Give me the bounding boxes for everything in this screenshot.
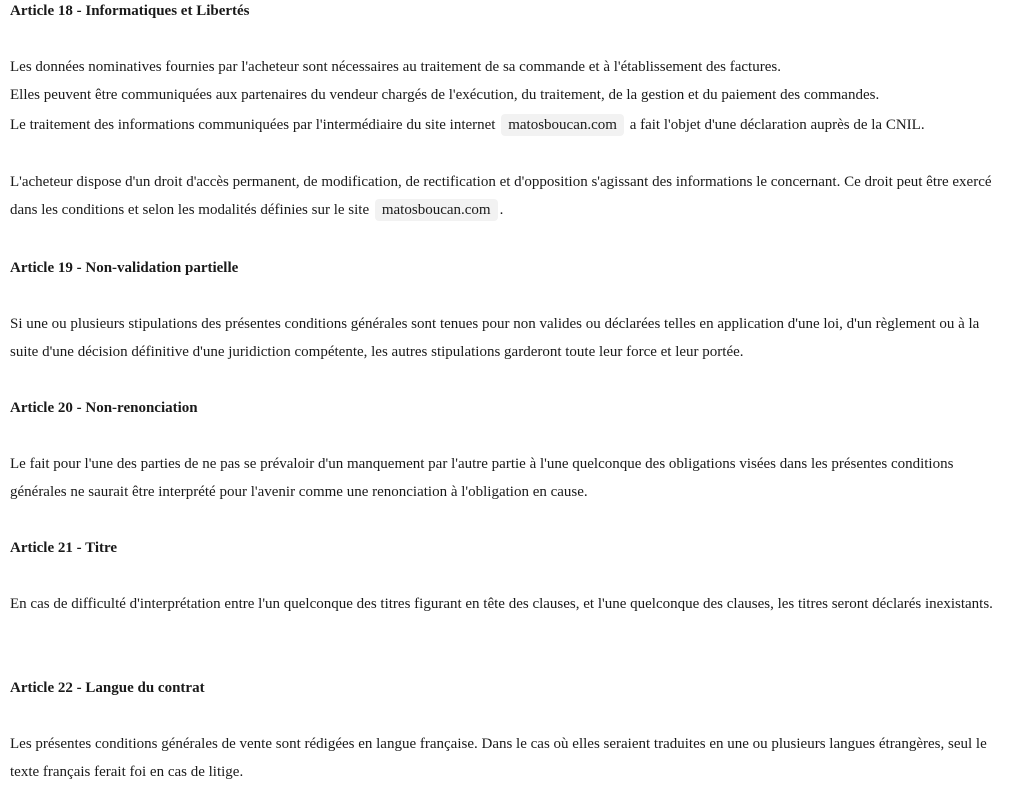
article-18-para-4-text-after: . [499,202,504,218]
article-18-title: Article 18 - Informatiques et Libertés [10,3,250,19]
article-18-para-2: Elles peuvent être communiquées aux partenaires du vendeur chargés de l'exécution, du traitement, de la gestion et du paiement des commandes. [10,87,880,103]
article-18-para-3-text-before: Le traitement des informations communiquées par l'intermédiaire du site internet [10,117,496,133]
article-18-para-4 [10,168,1000,224]
article-21-title: Article 21 - Titre [10,540,118,556]
site-link-matosboucan[interactable]: matosboucan.com [501,114,624,136]
article-19-body: Si une ou plusieurs stipulations des présentes conditions générales sont tenues pour non valides ou déclarées telles en application d'une loi, d'un règlement ou à la suite d'une décision définitive d'une juridiction compétente, les autres stipulations garderont toute leur force et leur portée. [10,316,980,360]
article-18-para-4-text-before: L'acheteur dispose d'un droit d'accès permanent, de modification, de rectification et d'opposition s'agissant des informations le concernant. Ce droit peut être exercé dans les conditions et selon les modalités définies sur le site [10,174,992,218]
article-22-title: Article 22 - Langue du contrat [10,680,205,696]
article-22-body: Les présentes conditions générales de vente sont rédigées en langue française. Dans le cas où elles seraient traduites en une ou plusieurs langues étrangères, seul le texte français ferait foi en cas de litige. [10,736,987,780]
article-21-body: En cas de difficulté d'interprétation entre l'un quelconque des titres figurant en tête des clauses, et l'une quelconque des clauses, les titres seront déclarés inexistants. [10,596,993,612]
article-18-para-3-text-after: a fait l'objet d'une déclaration auprès de la CNIL. [629,117,925,133]
site-link-matosboucan[interactable]: matosboucan.com [375,199,498,221]
article-19-title: Article 19 - Non-validation partielle [10,260,239,276]
article-20-title: Article 20 - Non-renonciation [10,400,198,416]
article-18-para-3 [10,111,1000,139]
article-20-body: Le fait pour l'une des parties de ne pas se prévaloir d'un manquement par l'autre partie à l'une quelconque des obligations visées dans les présentes conditions générales ne saurait être interprété pour l'avenir comme une renonciation à l'obligation en cause. [10,456,954,500]
article-18-para-1: Les données nominatives fournies par l'acheteur sont nécessaires au traitement de sa commande et à l'établissement des factures. [10,59,781,75]
